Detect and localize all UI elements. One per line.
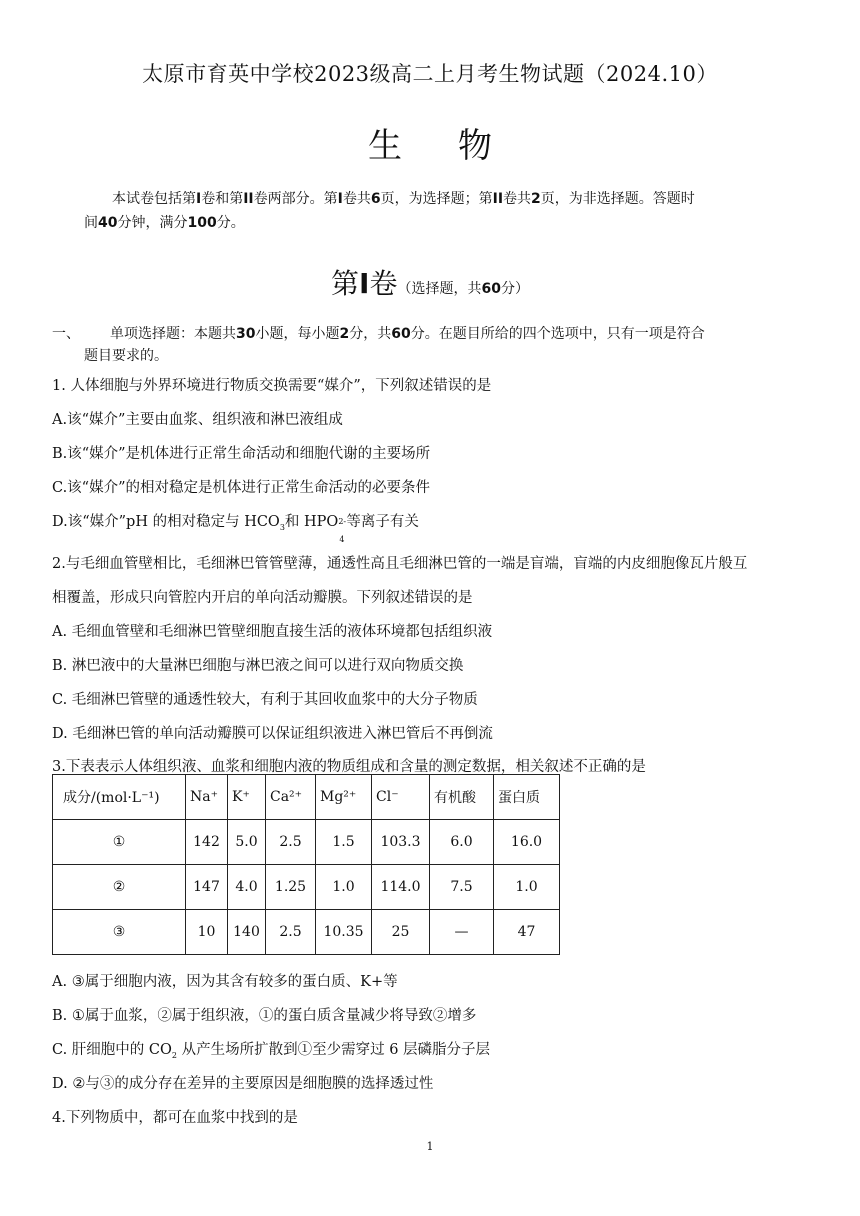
q3-stem: 3.下表表示人体组织液、血浆和细胞内液的物质组成和含量的测定数据，相关叙述不正确的是 <box>52 759 646 775</box>
q3-option-a: A. ③属于细胞内液，因为其含有较多的蛋白质、K+等 <box>52 974 398 990</box>
q4-stem: 4.下列物质中，都可在血浆中找到的是 <box>52 1110 298 1126</box>
table-cell: 10.35 <box>316 910 372 955</box>
intro-line-1: 本试卷包括第I卷和第II卷两部分。第I卷共6页，为选择题；第II卷共2页，为非选择题。答题时 <box>112 191 695 207</box>
table-header-cell: Na⁺ <box>186 775 228 820</box>
table-cell: ③ <box>53 910 186 955</box>
table-header-cell: 成分/(mol·L⁻¹) <box>53 775 186 820</box>
table-header-cell: K⁺ <box>228 775 266 820</box>
q2-stem-line-1: 2.与毛细血管壁相比，毛细淋巴管管壁薄，通透性高且毛细淋巴管的一端是盲端，盲端的内皮细胞像瓦片般互 <box>52 556 748 572</box>
exam-title: 太原市育英中学校2023级高二上月考生物试题（2024.10） <box>142 62 718 86</box>
table-cell: 1.25 <box>266 865 316 910</box>
table-cell: 7.5 <box>430 865 494 910</box>
intro-line-2: 间40分钟，满分100分。 <box>84 215 245 231</box>
table-header-cell: Mg²⁺ <box>316 775 372 820</box>
subject-title: 生物 <box>368 126 548 166</box>
table-cell: 4.0 <box>228 865 266 910</box>
table-row <box>53 865 560 910</box>
table-cell: — <box>430 910 494 955</box>
q2-option-b: B. 淋巴液中的大量淋巴细胞与淋巴液之间可以进行双向物质交换 <box>52 658 464 674</box>
page-number: 1 <box>426 1140 434 1153</box>
table-cell: 5.0 <box>228 820 266 865</box>
q2-option-c: C. 毛细淋巴管壁的通透性较大，有利于其回收血浆中的大分子物质 <box>52 692 478 708</box>
q1-option-c: C.该“媒介”的相对稳定是机体进行正常生命活动的必要条件 <box>52 480 431 496</box>
table-cell: 2.5 <box>266 910 316 955</box>
q3-option-c: C. 肝细胞中的 $CO_2$ 从产生场所扩散到①至少需穿过 6 层磷脂分子层 <box>52 1042 491 1060</box>
q2-option-d: D. 毛细淋巴管的单向活动瓣膜可以保证组织液进入淋巴管后不再倒流 <box>52 726 493 742</box>
table-cell: ① <box>53 820 186 865</box>
table-cell: 10 <box>186 910 228 955</box>
table-cell: 103.3 <box>372 820 430 865</box>
section-heading: 第I卷（选择题，共60分） <box>331 267 529 300</box>
table-header-cell: Ca²⁺ <box>266 775 316 820</box>
table-header-row <box>53 775 560 820</box>
table-cell: 147 <box>186 865 228 910</box>
instruction-line-2: 题目要求的。 <box>84 348 168 364</box>
table-cell: 1.5 <box>316 820 372 865</box>
table-cell: 47 <box>494 910 560 955</box>
q1-stem: 1. 人体细胞与外界环境进行物质交换需要“媒介”，下列叙述错误的是 <box>52 378 492 394</box>
q2-option-a: A. 毛细血管壁和毛细淋巴管壁细胞直接生活的液体环境都包括组织液 <box>52 624 493 640</box>
instruction-line-1: 一、 单项选择题：本题共30小题，每小题2分，共60分。在题目所给的四个选项中，只有一项是符合 <box>52 326 705 342</box>
q1-option-a: A.该“媒介”主要由血浆、组织液和淋巴液组成 <box>52 412 343 428</box>
table-cell: 1.0 <box>316 865 372 910</box>
table-header-cell: 蛋白质 <box>494 775 560 820</box>
table-cell: 140 <box>228 910 266 955</box>
table-cell: 25 <box>372 910 430 955</box>
table-cell: 16.0 <box>494 820 560 865</box>
table-header-cell: 有机酸 <box>430 775 494 820</box>
table-cell: 114.0 <box>372 865 430 910</box>
table-cell: ② <box>53 865 186 910</box>
q2-stem-line-2: 相覆盖，形成只向管腔内开启的单向活动瓣膜。下列叙述错误的是 <box>52 590 473 606</box>
q1-option-d: D.该“媒介”pH 的相对稳定与 $HCO_3$和 HPO 2- 4 等离子有关 <box>52 514 419 544</box>
table-cell: 2.5 <box>266 820 316 865</box>
q3-option-b: B. ①属于血浆，②属于组织液，①的蛋白质含量减少将导致②增多 <box>52 1008 477 1024</box>
table-header-cell: Cl⁻ <box>372 775 430 820</box>
table-cell: 142 <box>186 820 228 865</box>
table-row <box>53 910 560 955</box>
composition-table <box>52 774 560 955</box>
table-cell: 6.0 <box>430 820 494 865</box>
table-cell: 1.0 <box>494 865 560 910</box>
q3-option-d: D. ②与③的成分存在差异的主要原因是细胞膜的选择透过性 <box>52 1076 434 1092</box>
q1-option-b: B.该“媒介”是机体进行正常生命活动和细胞代谢的主要场所 <box>52 446 431 462</box>
table-row <box>53 820 560 865</box>
